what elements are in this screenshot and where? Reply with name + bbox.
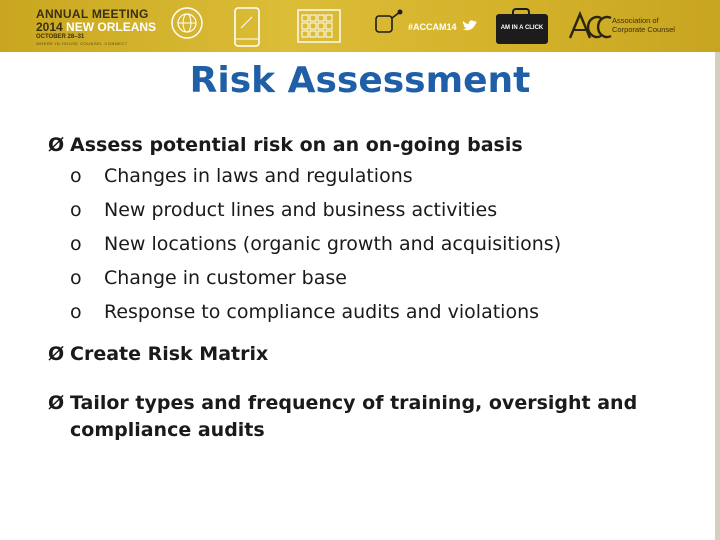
event-year: 2014 xyxy=(36,20,63,34)
twitter-bird-icon xyxy=(462,19,478,32)
acc-logo-icon xyxy=(568,10,612,42)
org-name-line1: Association of xyxy=(612,16,659,25)
spacer xyxy=(48,329,648,341)
event-branding xyxy=(36,8,156,47)
event-year-city xyxy=(36,21,156,34)
social-share-icon xyxy=(372,6,404,40)
bullet-assess-risk xyxy=(48,132,648,159)
conference-grid-icon xyxy=(296,6,342,46)
arrow-bullet-icon: Ø xyxy=(48,134,65,156)
sub-bullet-text: New locations (organic growth and acquisitions) xyxy=(104,233,562,255)
org-name xyxy=(612,16,675,34)
circle-bullet-icon: o xyxy=(70,301,82,323)
sub-bullet xyxy=(48,295,648,329)
event-dates: OCTOBER 28–31 xyxy=(36,34,85,40)
bullet-text: Tailor types and frequency of training, oversight and compliance audits xyxy=(70,392,638,441)
event-tagline: WHERE IN-HOUSE COUNSEL CONNECT xyxy=(36,41,128,46)
event-hashtag: #ACCAM14 xyxy=(408,22,457,32)
circle-bullet-icon: o xyxy=(70,199,82,221)
bullet-tailor-training xyxy=(48,390,648,444)
tablet-icon xyxy=(232,6,262,48)
header-banner xyxy=(0,0,720,52)
sub-bullet-text: Response to compliance audits and violations xyxy=(104,301,540,323)
sub-bullet xyxy=(48,261,648,295)
globe-icon xyxy=(170,6,204,40)
sub-bullet-text: New product lines and business activities xyxy=(104,199,498,221)
circle-bullet-icon: o xyxy=(70,233,82,255)
sub-bullet xyxy=(48,227,648,261)
right-edge-strip xyxy=(715,52,720,540)
spacer xyxy=(48,368,648,390)
bullet-text: Assess potential risk on an on-going basis xyxy=(70,134,523,156)
sub-bullet-text: Change in customer base xyxy=(104,267,347,289)
arrow-bullet-icon: Ø xyxy=(48,392,65,414)
slide-content xyxy=(48,132,648,444)
org-name-line2: Corporate Counsel xyxy=(612,25,675,34)
arrow-bullet-icon: Ø xyxy=(48,343,65,365)
bag-label: AM IN A CLICK xyxy=(500,25,544,31)
sub-bullet-text: Changes in laws and regulations xyxy=(104,165,413,187)
sub-bullet xyxy=(48,159,648,193)
event-title: ANNUAL MEETING xyxy=(36,7,149,21)
circle-bullet-icon: o xyxy=(70,267,82,289)
bullet-create-risk-matrix xyxy=(48,341,648,368)
sub-bullet-list xyxy=(48,159,648,329)
bullet-text: Create Risk Matrix xyxy=(70,343,269,365)
bag-handle xyxy=(512,8,530,15)
circle-bullet-icon: o xyxy=(70,165,82,187)
event-city: NEW ORLEANS xyxy=(66,20,157,34)
am-in-a-click-badge xyxy=(496,14,548,44)
slide-title: Risk Assessment xyxy=(189,60,531,101)
sub-bullet xyxy=(48,193,648,227)
